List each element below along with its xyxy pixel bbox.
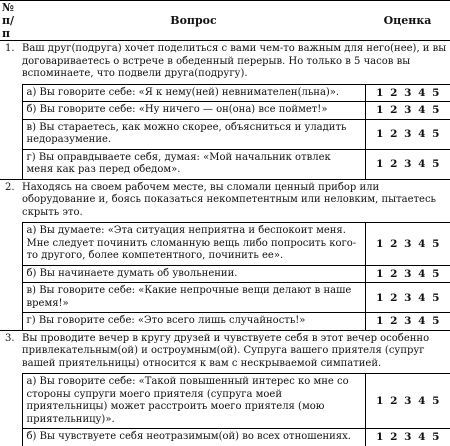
rating-option[interactable]: 1 bbox=[376, 431, 384, 444]
questions-body bbox=[0, 41, 450, 446]
rating-option[interactable]: 4 bbox=[418, 267, 426, 280]
answer-indent bbox=[0, 265, 22, 283]
rating-option[interactable]: 3 bbox=[404, 104, 412, 117]
answer-row bbox=[0, 374, 450, 429]
answer-indent bbox=[0, 223, 22, 266]
rating-option[interactable]: 1 bbox=[376, 158, 384, 170]
header-num: № п/п bbox=[0, 1, 22, 41]
rating-option[interactable]: 4 bbox=[418, 395, 426, 407]
rating-option[interactable]: 5 bbox=[432, 267, 440, 280]
rating-scale bbox=[365, 119, 450, 149]
rating-option[interactable]: 5 bbox=[432, 291, 440, 304]
answer-text: в) Вы говорите себе: «Какие непрочные вещи делают в наше время!» bbox=[22, 283, 365, 313]
rating-option[interactable]: 5 bbox=[432, 158, 440, 170]
answer-text: а) Вы говорите себе: «Я к нему(ней) невнимателен(льна)». bbox=[22, 84, 365, 102]
table-header bbox=[0, 1, 450, 41]
rating-option[interactable]: 4 bbox=[418, 431, 426, 444]
rating-option[interactable]: 4 bbox=[418, 104, 426, 117]
rating-scale bbox=[365, 223, 450, 266]
answer-text: а) Вы говорите себе: «Такой повышенный интерес ко мне со стороны супруги моего приятеля (супруга моей приятельницы) может расстроить моего приятеля (мою приятельницу)». bbox=[22, 374, 365, 429]
rating-option[interactable]: 4 bbox=[418, 158, 426, 170]
rating-scale bbox=[365, 429, 450, 446]
rating-option[interactable]: 3 bbox=[404, 431, 412, 444]
question-number: 2. bbox=[0, 179, 22, 223]
rating-option[interactable]: 2 bbox=[390, 104, 398, 117]
rating-scale bbox=[365, 313, 450, 331]
rating-option[interactable]: 2 bbox=[390, 237, 398, 250]
rating-option[interactable]: 1 bbox=[376, 104, 384, 117]
answer-indent bbox=[0, 84, 22, 102]
answer-row bbox=[0, 119, 450, 149]
question-row bbox=[0, 179, 450, 223]
question-text: Находясь на своем рабочем месте, вы сломали ценный прибор или оборудование и, боясь показаться некомпетентным или неловким, пытаетесь скрыть это. bbox=[22, 179, 450, 223]
rating-option[interactable]: 5 bbox=[432, 86, 440, 99]
rating-option[interactable]: 1 bbox=[376, 267, 384, 280]
rating-option[interactable]: 5 bbox=[432, 431, 440, 444]
rating-scale bbox=[365, 102, 450, 120]
header-question: Вопрос bbox=[22, 1, 365, 41]
rating-scale bbox=[365, 374, 450, 429]
answer-indent bbox=[0, 102, 22, 120]
question-text: Ваш друг(подруга) хочет поделиться с вами чем-то важным для него(нее), и вы договариваетесь о встрече в обеденный перерыв. Но только в 5 часов вы вспоминаете, что подвели друга(подругу). bbox=[22, 43, 447, 79]
answer-indent bbox=[0, 313, 22, 331]
answer-indent bbox=[0, 429, 22, 446]
answer-indent bbox=[0, 374, 22, 429]
rating-option[interactable]: 5 bbox=[432, 315, 440, 328]
answer-row bbox=[0, 149, 450, 179]
answer-indent bbox=[0, 119, 22, 149]
rating-option[interactable]: 5 bbox=[432, 128, 440, 140]
rating-option[interactable]: 1 bbox=[376, 237, 384, 250]
rating-option[interactable]: 2 bbox=[390, 267, 398, 280]
rating-option[interactable]: 1 bbox=[376, 86, 384, 99]
answer-row bbox=[0, 429, 450, 446]
rating-option[interactable]: 3 bbox=[404, 291, 412, 304]
rating-option[interactable]: 2 bbox=[390, 315, 398, 328]
rating-scale bbox=[365, 283, 450, 313]
question-text: Вы проводите вечер в кругу друзей и чувствуете себя в этот вечер особенно привлекательным(ой) и остроумным(ой). Супруга вашего приятеля (супруг вашей приятельницы) относится к вам с нескрываемой симпатией. bbox=[22, 330, 450, 374]
rating-scale bbox=[365, 84, 450, 102]
question-row bbox=[0, 330, 450, 374]
rating-option[interactable]: 2 bbox=[390, 128, 398, 140]
answer-text: а) Вы думаете: «Эта ситуация неприятна и беспокоит меня. Мне следует починить сломанную вещь либо попросить кого-то другого, более компетентного, починить ее». bbox=[22, 223, 365, 266]
rating-option[interactable]: 3 bbox=[404, 86, 412, 99]
rating-option[interactable]: 2 bbox=[390, 86, 398, 99]
rating-option[interactable]: 1 bbox=[376, 291, 384, 304]
rating-option[interactable]: 1 bbox=[376, 128, 384, 140]
answer-text: г) Вы говорите себе: «Это всего лишь случайность!» bbox=[22, 313, 365, 331]
question-number: 3. bbox=[0, 330, 22, 374]
header-rating: Оценка bbox=[365, 1, 450, 41]
rating-option[interactable]: 3 bbox=[404, 267, 412, 280]
rating-scale bbox=[365, 149, 450, 179]
rating-option[interactable]: 4 bbox=[418, 237, 426, 250]
rating-option[interactable]: 3 bbox=[404, 158, 412, 170]
answer-text: в) Вы стараетесь, как можно скорее, объясниться и уладить недоразумение. bbox=[22, 119, 365, 149]
rating-option[interactable]: 4 bbox=[418, 291, 426, 304]
rating-option[interactable]: 2 bbox=[390, 158, 398, 170]
question-row bbox=[0, 41, 450, 85]
rating-option[interactable]: 3 bbox=[404, 395, 412, 407]
answer-text: г) Вы оправдываете себя, думая: «Мой начальник отвлек меня как раз перед обедом». bbox=[22, 149, 365, 179]
rating-scale bbox=[365, 265, 450, 283]
rating-option[interactable]: 2 bbox=[390, 395, 398, 407]
answer-text: б) Вы говорите себе: «Ну ничего — он(она) все поймет!» bbox=[22, 102, 365, 120]
answer-row bbox=[0, 265, 450, 283]
answer-text: б) Вы чувствуете себя неотразимым(ой) во всех отношениях. bbox=[22, 429, 365, 446]
rating-option[interactable]: 4 bbox=[418, 128, 426, 140]
rating-option[interactable]: 1 bbox=[376, 395, 384, 407]
rating-option[interactable]: 3 bbox=[404, 237, 412, 250]
answer-row bbox=[0, 283, 450, 313]
answer-row bbox=[0, 313, 450, 331]
rating-option[interactable]: 3 bbox=[404, 128, 412, 140]
rating-option[interactable]: 2 bbox=[390, 431, 398, 444]
answer-indent bbox=[0, 283, 22, 313]
answer-row bbox=[0, 223, 450, 266]
answer-text: б) Вы начинаете думать об увольнении. bbox=[22, 265, 365, 283]
rating-option[interactable]: 5 bbox=[432, 104, 440, 117]
answer-row bbox=[0, 84, 450, 102]
rating-option[interactable]: 5 bbox=[432, 395, 440, 407]
question-number: 1. bbox=[5, 43, 15, 54]
rating-option[interactable]: 5 bbox=[432, 237, 440, 250]
rating-option[interactable]: 1 bbox=[376, 315, 384, 328]
rating-option[interactable]: 4 bbox=[418, 86, 426, 99]
answer-row bbox=[0, 102, 450, 120]
answer-indent bbox=[0, 149, 22, 179]
rating-option[interactable]: 4 bbox=[418, 315, 426, 328]
rating-option[interactable]: 3 bbox=[404, 315, 412, 328]
rating-option[interactable]: 2 bbox=[390, 291, 398, 304]
